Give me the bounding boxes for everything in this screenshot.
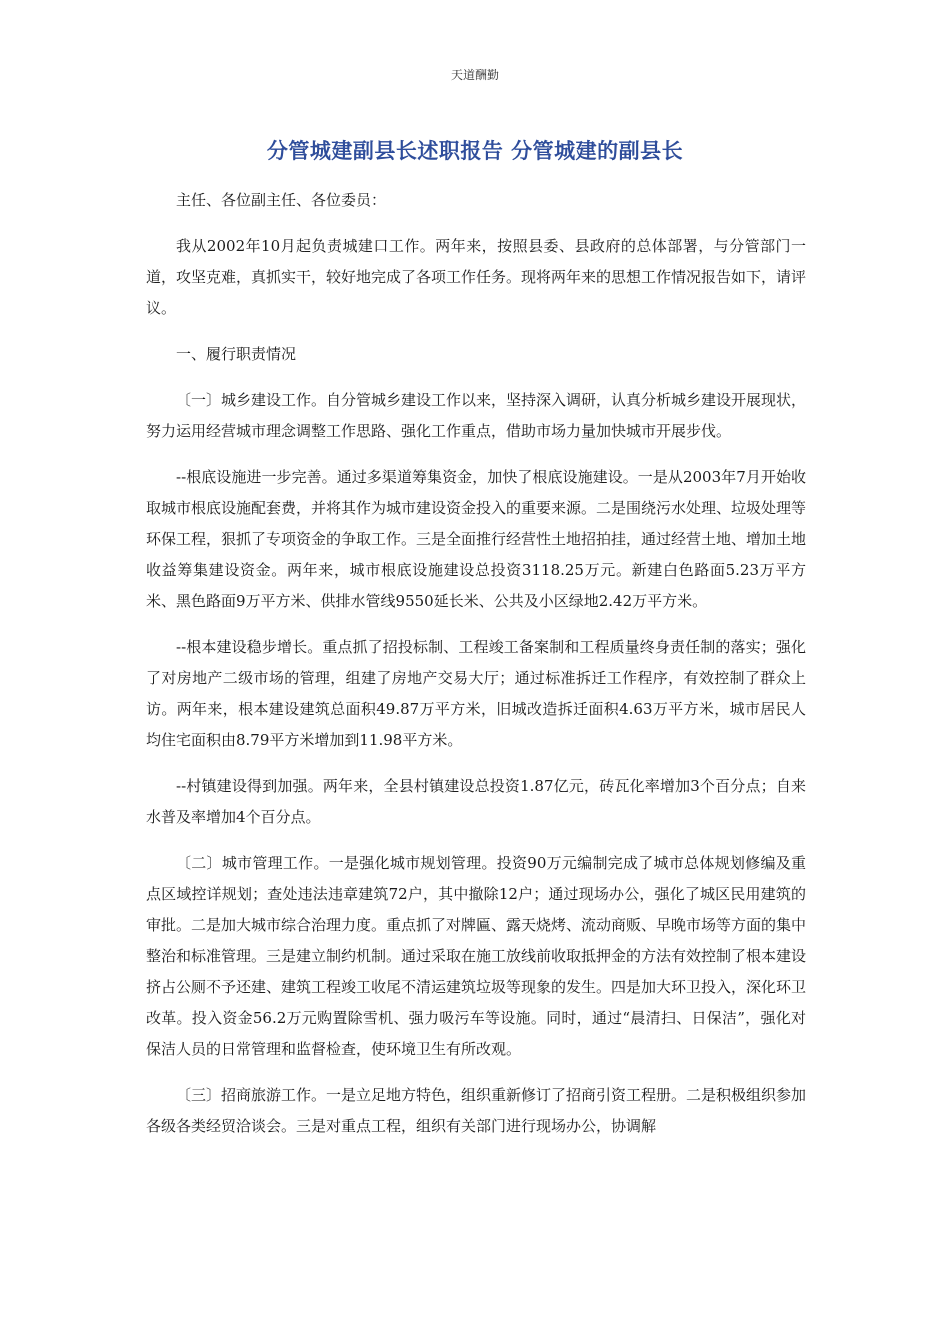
document-body — [146, 185, 806, 1157]
body-paragraph: 〔三〕招商旅游工作。一是立足地方特色，组织重新修订了招商引资工程册。二是积极组织参加各级各类经贸洽谈会。三是对重点工程，组织有关部门进行现场办公，协调解 — [146, 1086, 807, 1135]
page-header: 天道酬勤 — [450, 68, 499, 82]
body-paragraph: --村镇建设得到加强。两年来，全县村镇建设总投资1.87亿元，砖瓦化率增加3个百分点；自来水普及率增加4个百分点。 — [146, 777, 806, 826]
salutation-paragraph: 主任、各位副主任、各位委员： — [176, 191, 387, 209]
body-paragraph: --根本建设稳步增长。重点抓了招投标制、工程竣工备案制和工程质量终身责任制的落实；强化了对房地产二级市场的管理，组建了房地产交易大厅；通过标准拆迁工作程序，有效控制了群众上访。两年来，根本建设建筑总面积49.87万平方米，旧城改造拆迁面积4.63万平方米，城市居民人均住宅面积由8.79平方米增加到11.98平方米。 — [146, 638, 806, 749]
body-paragraph: 〔二〕城市管理工作。一是强化城市规划管理。投资90万元编制完成了城市总体规划修编及重点区域控详规划；查处违法违章建筑72户，其中撤除12户；通过现场办公，强化了城区民用建筑的审批。二是加大城市综合治理力度。重点抓了对牌匾、露天烧烤、流动商贩、早晚市场等方面的集中整治和标准管理。三是建立制约机制。通过采取在施工放线前收取抵押金的方法有效控制了根本建设挤占公厕不予还建、建筑工程竣工收尾不清运建筑垃圾等现象的发生。四是加大环卫投入，深化环卫改革。投入资金56.2万元购置除雪机、强力吸污车等设施。同时，通过“晨清扫、日保洁”，强化对保洁人员的日常管理和监督检查，使环境卫生有所改观。 — [146, 854, 807, 1058]
body-paragraph: --根底设施进一步完善。通过多渠道筹集资金，加快了根底设施建设。一是从2003年7月开始收取城市根底设施配套费，并将其作为城市建设资金投入的重要来源。二是围绕污水处理、垃圾处理等环保工程，狠抓了专项资金的争取工作。三是全面推行经营性土地招拍挂，通过经营土地、增加土地收益筹集建设资金。两年来，城市根底设施建设总投资3118.25万元。新建白色路面5.23万平方米、黑色路面9万平方米、供排水管线9550延长米、公共及小区绿地2.42万平方米。 — [146, 468, 807, 610]
document-title: 分管城建副县长述职报告 分管城建的副县长 — [266, 139, 684, 163]
intro-paragraph: 我从2002年10月起负责城建口工作。两年来，按照县委、县政府的总体部署，与分管部门一道，攻坚克难，真抓实干，较好地完成了各项工作任务。现将两年来的思想工作情况报告如下，请评议。 — [146, 237, 807, 317]
section-heading: 一、履行职责情况 — [176, 345, 297, 363]
body-paragraph: 〔一〕城乡建设工作。自分管城乡建设工作以来，坚持深入调研，认真分析城乡建设开展现状，努力运用经营城市理念调整工作思路、强化工作重点，借助市场力量加快城市开展步伐。 — [146, 391, 807, 440]
